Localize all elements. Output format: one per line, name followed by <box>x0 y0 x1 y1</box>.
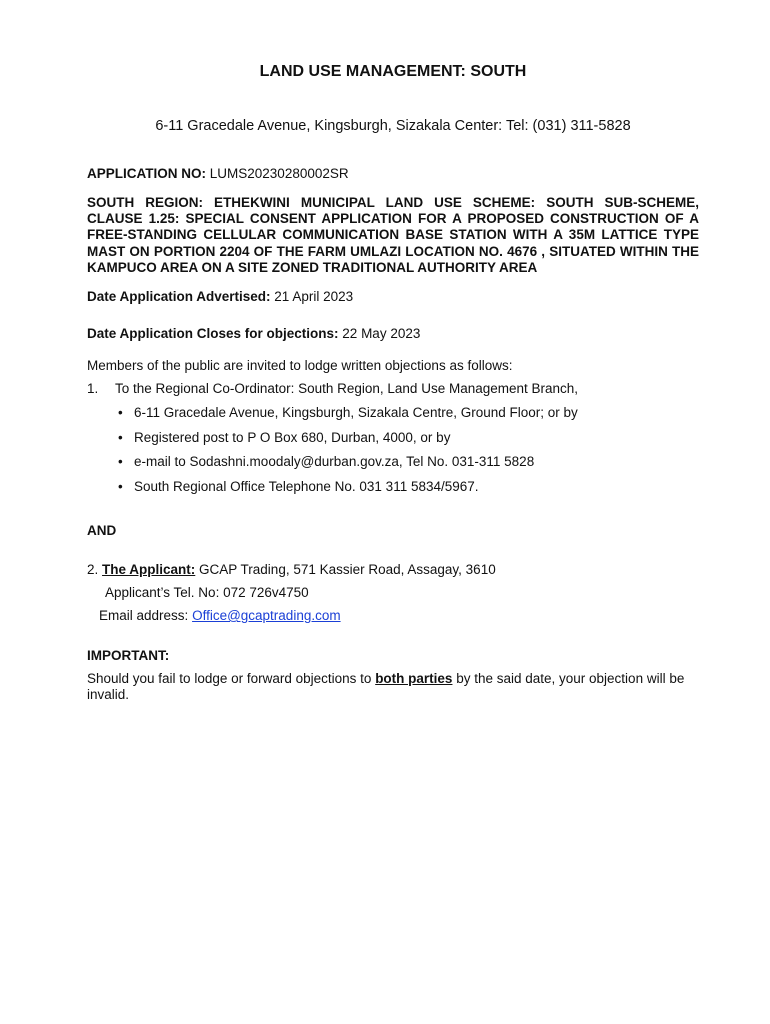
important-notice <box>87 671 699 703</box>
list-item <box>118 478 578 504</box>
bullet-icon: • <box>118 478 123 494</box>
email-link[interactable]: Office@gcaptrading.com <box>192 608 341 623</box>
contact-bullet-list <box>118 405 578 503</box>
page-title: LAND USE MANAGEMENT: SOUTH <box>259 63 527 80</box>
applicant-address: GCAP Trading, 571 Kassier Road, Assagay, 3610 <box>195 562 496 577</box>
list-item <box>118 405 578 430</box>
bullet-icon: • <box>118 454 123 469</box>
list-item-text: e-mail to Sodashni.moodaly@durban.gov.za, Tel No. 031-311 5828 <box>134 454 535 469</box>
applicant-details <box>87 562 496 578</box>
notice-emphasis: both parties <box>375 671 453 686</box>
application-number <box>87 166 349 182</box>
date-advertised-value: 21 April 2023 <box>274 289 354 304</box>
list-item-text: 6-11 Gracedale Avenue, Kingsburgh, Sizakala Centre, Ground Floor; or by <box>134 405 578 420</box>
date-closes-label: Date Application Closes for objections: <box>87 326 339 341</box>
item-text: To the Regional Co-Ordinator: South Region, Land Use Management Branch, <box>115 381 579 396</box>
date-advertised <box>87 289 353 305</box>
applicant-tel: Applicant’s Tel. No: 072 726v4750 <box>105 585 309 600</box>
bullet-icon: • <box>118 429 123 445</box>
objection-item-1 <box>87 381 578 397</box>
email-label: Email address: <box>99 608 189 623</box>
application-number-label: APPLICATION NO: <box>87 166 206 181</box>
list-item-text: South Regional Office Telephone No. 031 311 5834/5967. <box>134 478 479 494</box>
notice-text-start: Should you fail to lodge or forward objections to <box>87 671 376 686</box>
list-item-text: Registered post to P O Box 680, Durban, 4000, or by <box>134 429 451 445</box>
applicant-email <box>99 608 341 624</box>
date-closes-value: 22 May 2023 <box>342 326 421 341</box>
item-number: 1. <box>87 381 99 396</box>
list-item <box>118 454 578 479</box>
application-number-value: LUMS20230280002SR <box>209 166 349 181</box>
important-heading: IMPORTANT: <box>87 648 170 663</box>
office-address: 6-11 Gracedale Avenue, Kingsburgh, Sizakala Center: Tel: (031) 311-5828 <box>155 118 631 134</box>
applicant-label: The Applicant: <box>102 562 196 577</box>
notice-text-end: by the said date, your objection will be invalid. <box>87 671 685 702</box>
applicant-number: 2. <box>87 562 99 577</box>
date-advertised-label: Date Application Advertised: <box>87 289 271 304</box>
bullet-icon: • <box>118 405 123 420</box>
application-subject: SOUTH REGION: ETHEKWINI MUNICIPAL LAND USE SCHEME: SOUTH SUB-SCHEME, CLAUSE 1.25: SPECIAL CONSENT APPLICATION FOR A PROPOSED CONSTRUCTION OF A FREE-STANDING CELLULAR COMMUNICATION BASE STATION WITH A 35M LATTICE TYPE MAST ON PORTION 2204 OF THE FARM UMLAZI LOCATION NO. 4676 , SITUATED WITHIN THE KAMPUCO AREA ON A SITE ZONED TRADITIONAL AUTHORITY AREA <box>87 195 699 275</box>
list-item <box>118 429 578 455</box>
date-closes <box>87 326 420 342</box>
and-separator: AND <box>87 523 117 538</box>
objections-intro: Members of the public are invited to lodge written objections as follows: <box>87 358 513 373</box>
